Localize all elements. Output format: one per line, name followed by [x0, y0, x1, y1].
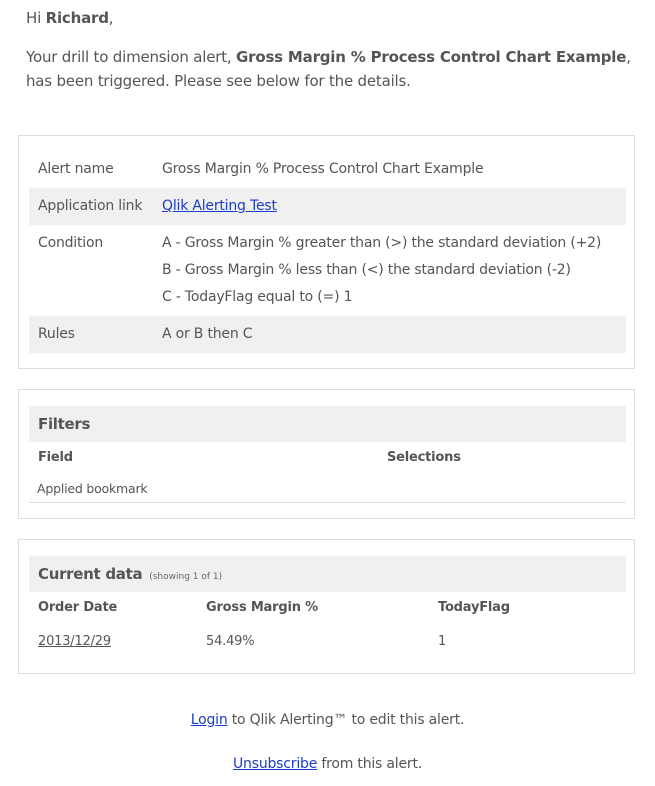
greeting-suffix: ,	[108, 9, 114, 27]
application-link[interactable]: Qlik Alerting Test	[162, 198, 277, 214]
filter-field-value: Applied bookmark	[37, 481, 148, 496]
application-link-label: Application link	[38, 198, 143, 214]
column-todayflag: TodayFlag	[438, 600, 510, 615]
column-gross-margin: Gross Margin %	[206, 600, 318, 615]
filters-row-divider	[29, 502, 626, 503]
current-data-panel	[18, 539, 635, 674]
filters-title: Filters	[38, 415, 91, 433]
intro-alert-name: Gross Margin % Process Control Chart Example	[236, 48, 627, 66]
current-data-title-text: Current data	[38, 565, 143, 583]
unsubscribe-footer	[0, 756, 655, 772]
intro-prefix: Your drill to dimension alert,	[26, 48, 237, 66]
alert-name-value: Gross Margin % Process Control Chart Example	[162, 161, 484, 177]
condition-c: C - TodayFlag equal to (=) 1	[162, 289, 353, 305]
condition-b: B - Gross Margin % less than (<) the standard deviation (-2)	[162, 262, 571, 278]
condition-row	[29, 225, 626, 316]
filters-column-selections: Selections	[387, 450, 461, 465]
filters-header	[29, 406, 626, 442]
unsubscribe-text: from this alert.	[317, 756, 422, 772]
login-text: to Qlik Alerting™ to edit this alert.	[227, 712, 465, 728]
login-link[interactable]: Login	[190, 712, 228, 728]
order-date-link[interactable]: 2013/12/29	[38, 634, 111, 649]
intro-suffix: , has been triggered. Please see below for the details.	[26, 48, 631, 90]
rules-row	[29, 316, 626, 353]
current-data-count: (showing 1 of 1)	[149, 572, 223, 582]
column-order-date: Order Date	[38, 600, 118, 615]
current-data-header	[29, 556, 626, 592]
rules-value: A or B then C	[162, 326, 253, 342]
login-footer	[0, 712, 655, 728]
greeting	[26, 9, 113, 27]
application-link-row	[29, 188, 626, 225]
alert-name-label: Alert name	[38, 161, 114, 177]
greeting-prefix: Hi	[26, 9, 46, 27]
alert-name-row	[29, 152, 626, 188]
gross-margin-value: 54.49%	[206, 634, 255, 649]
unsubscribe-link[interactable]: Unsubscribe	[233, 756, 318, 772]
alert-details-panel	[18, 135, 635, 369]
condition-a: A - Gross Margin % greater than (>) the standard deviation (+2)	[162, 235, 602, 251]
condition-label: Condition	[38, 235, 104, 251]
rules-label: Rules	[38, 326, 75, 342]
intro-message	[26, 45, 636, 93]
filters-column-field: Field	[38, 450, 73, 465]
current-data-title	[38, 565, 222, 583]
recipient-name: Richard	[45, 9, 109, 27]
filters-panel	[18, 389, 635, 519]
todayflag-value: 1	[438, 634, 447, 649]
